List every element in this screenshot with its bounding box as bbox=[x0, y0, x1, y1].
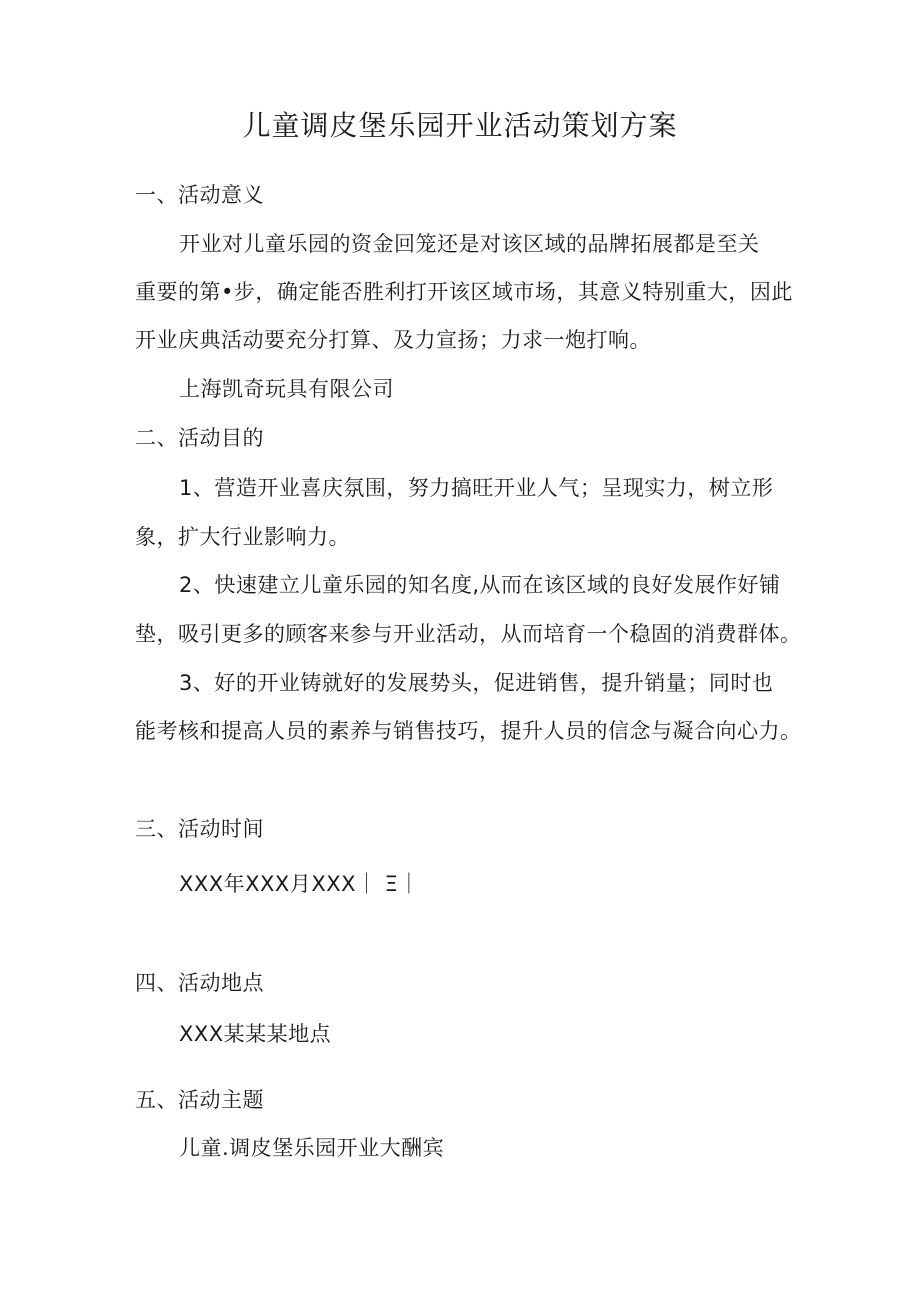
list-item-line: 垫，吸引更多的顾客来参与开业活动，从而培育一个稳固的消费群体。 bbox=[135, 622, 802, 646]
list-item-line: 2、快速建立儿童乐园的知名度,从而在该区域的良好发展作好铺 bbox=[179, 573, 781, 597]
activity-location-value: XXX某某某地点 bbox=[179, 1022, 332, 1046]
section-heading-time: 三、活动时间 bbox=[135, 817, 264, 841]
company-name: 上海凯奇玩具有限公司 bbox=[179, 377, 394, 401]
document-title: 儿童调皮堡乐园开业活动策划方案 bbox=[242, 109, 678, 142]
section-heading-significance: 一、活动意义 bbox=[135, 183, 264, 207]
activity-theme-value: 儿童.调皮堡乐园开业大酬宾 bbox=[179, 1136, 445, 1160]
section-heading-location: 四、活动地点 bbox=[135, 971, 264, 995]
section-heading-theme: 五、活动主题 bbox=[135, 1088, 264, 1112]
activity-time-value: XXX年XXX月XXX｜ Ξ｜ bbox=[179, 872, 420, 896]
list-item-line: 象，扩大行业影响力。 bbox=[135, 525, 350, 549]
list-item-line: 1、营造开业喜庆氛围，努力搞旺开业人气；呈现实力，树立形 bbox=[179, 476, 774, 500]
paragraph-line: 重要的第•步，确定能否胜利打开该区域市场，其意义特别重大，因此 bbox=[135, 280, 793, 304]
paragraph-line: 开业对儿童乐园的资金回笼还是对该区域的品牌拓展都是至关 bbox=[179, 232, 760, 256]
list-item-line: 能考核和提高人员的素养与销售技巧，提升人员的信念与凝合向心力。 bbox=[135, 719, 802, 743]
section-heading-purpose: 二、活动目的 bbox=[135, 426, 264, 450]
list-item-line: 3、好的开业铸就好的发展势头，促进销售，提升销量；同时也 bbox=[179, 671, 774, 695]
paragraph-line: 开业庆典活动要充分打算、及力宣扬；力求一炮打响。 bbox=[135, 328, 651, 352]
